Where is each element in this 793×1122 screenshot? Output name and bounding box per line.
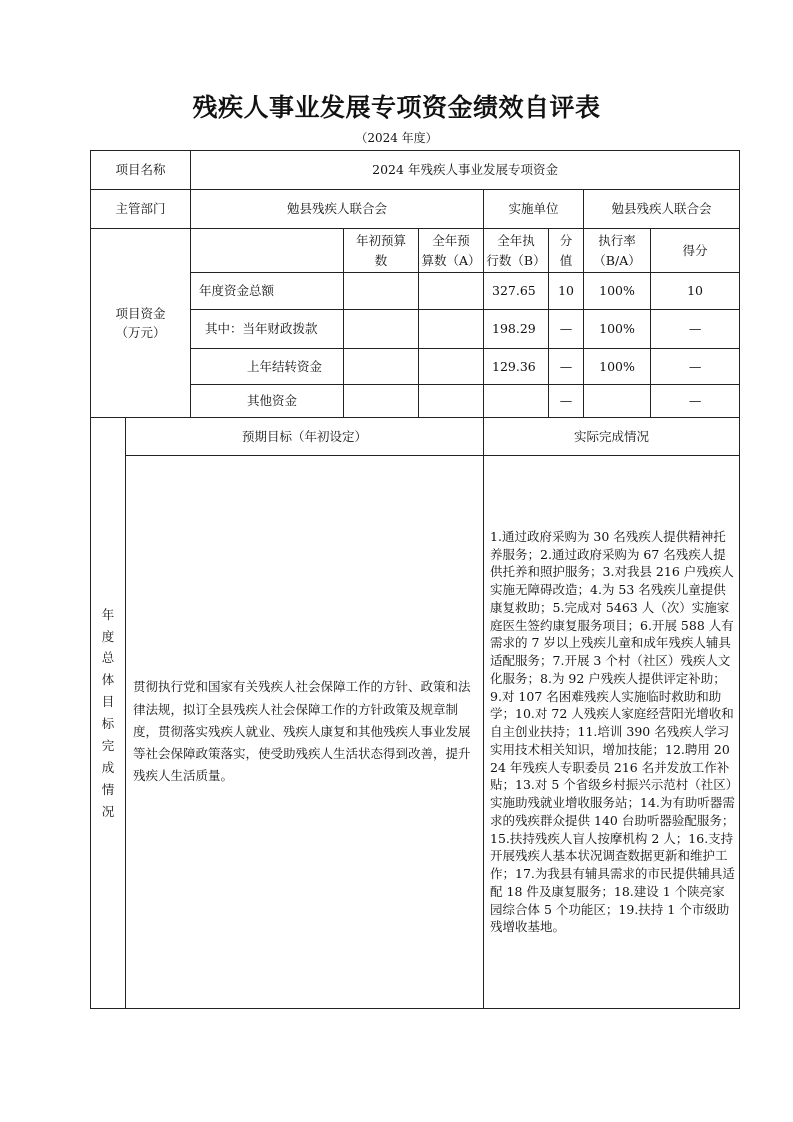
dept-label: 主管部门: [91, 190, 191, 229]
fund-score: —: [549, 385, 584, 418]
targets-body-row: [91, 456, 740, 1009]
funds-label-line2: （万元）: [115, 325, 166, 340]
header-score: 分 值: [549, 229, 584, 273]
targets-header-row: [91, 418, 740, 456]
fund-exec: 129.36: [484, 349, 549, 385]
fund-initial: [344, 385, 419, 418]
fund-rate: [584, 385, 651, 418]
impl-label: 实施单位: [484, 190, 584, 229]
fund-points: 10: [651, 273, 740, 310]
fund-points: —: [651, 310, 740, 349]
fund-full: [419, 273, 484, 310]
fund-score: —: [549, 349, 584, 385]
page-title: 残疾人事业发展专项资金绩效自评表: [192, 93, 601, 122]
expected-target-text: 贯彻执行党和国家有关残疾人社会保障工作的方针、政策和法律法规，拟订全县残疾人社会保障工作的方针政策及规章制度，贯彻落实残疾人就业、残疾人康复和其他残疾人事业发展等社会保障政策落实，使受助残疾人生活状态得到改善，提升残疾人生活质量。: [126, 456, 484, 1009]
fund-row-label: 其中：当年财政拨款: [191, 310, 344, 349]
fund-exec: [484, 385, 549, 418]
funds-label-line1: 项目资金: [115, 305, 166, 321]
fund-full: [419, 310, 484, 349]
fund-row-label: 其他资金: [191, 385, 344, 418]
fund-rate: 100%: [584, 273, 651, 310]
fund-score: 10: [549, 273, 584, 310]
evaluation-table: [90, 150, 740, 1009]
funds-header-row: [91, 229, 740, 273]
fund-initial: [344, 310, 419, 349]
fund-exec: 198.29: [484, 310, 549, 349]
fund-exec: 327.65: [484, 273, 549, 310]
fund-rate: 100%: [584, 349, 651, 385]
header-rate: 执行率 （B/A）: [584, 229, 651, 273]
fund-row-label: 年度资金总额: [191, 273, 344, 310]
funds-header-blank: [191, 229, 344, 273]
targets-side-label: 年 度 总 体 目 标 完 成 情 况: [91, 418, 126, 1009]
expected-target-header: 预期目标（年初设定）: [126, 418, 484, 456]
fund-row-label: 上年结转资金: [191, 349, 344, 385]
fund-initial: [344, 273, 419, 310]
fund-points: —: [651, 349, 740, 385]
fund-points: —: [651, 385, 740, 418]
fund-score: —: [549, 310, 584, 349]
actual-completion-header: 实际完成情况: [484, 418, 740, 456]
fund-full: [419, 349, 484, 385]
fund-rate: 100%: [584, 310, 651, 349]
project-name-value: 2024 年残疾人事业发展专项资金: [191, 151, 740, 190]
header-points: 得分: [651, 229, 740, 273]
header-initial-budget: 年初预算 数: [344, 229, 419, 273]
funds-label: [91, 229, 191, 418]
report-year: （2024 年度）: [355, 131, 438, 145]
impl-value: 勉县残疾人联合会: [584, 190, 740, 229]
department-row: [91, 190, 740, 229]
header-executed: 全年执 行数（B）: [484, 229, 549, 273]
fund-initial: [344, 349, 419, 385]
fund-full: [419, 385, 484, 418]
project-name-row: [91, 151, 740, 190]
actual-completion-text: 1.通过政府采购为 30 名残疾人提供精神托养服务；2.通过政府采购为 67 名残疾人提供托养和照护服务；3.对我县 216 户残疾人实施无障碍改造；4.为 53 名残疾儿童提供康复救助；5.完成对 5463 人（次）实施家庭医生签约康复服务项目；6.开展 588 人有需求的 7 岁以上残疾儿童和成年残疾人辅具适配服务；7.开展 3 个村（社区）残疾人文化服务；8.为 92 户残疾人提供评定补助；9.对 107 名困难残疾人实施临时救助和助学；10.对 72 人残疾人家庭经营阳光增收和自主创业扶持；11.培训 390 名残疾人学习实用技术相关知识，增加技能；12.聘用 2024 年残疾人专职委员 216 名并发放工作补贴；13.对 5 个省级乡村振兴示范村（社区）实施助残就业增收服务站；14.为有助听器需求的残疾群众提供 140 台助听器验配服务；15.扶持残疾人盲人按摩机构 2 人；16.支持开展残疾人基本状况调查数据更新和维护工作；17.为我县有辅具需求的市民提供辅具适配 18 件及康复服务；18.建设 1 个陕亮家园综合体 5 个功能区；19.扶持 1 个市级助残增收基地。: [484, 456, 740, 1009]
project-name-label: 项目名称: [91, 151, 191, 190]
header-full-budget: 全年预 算数（A）: [419, 229, 484, 273]
dept-value: 勉县残疾人联合会: [191, 190, 484, 229]
